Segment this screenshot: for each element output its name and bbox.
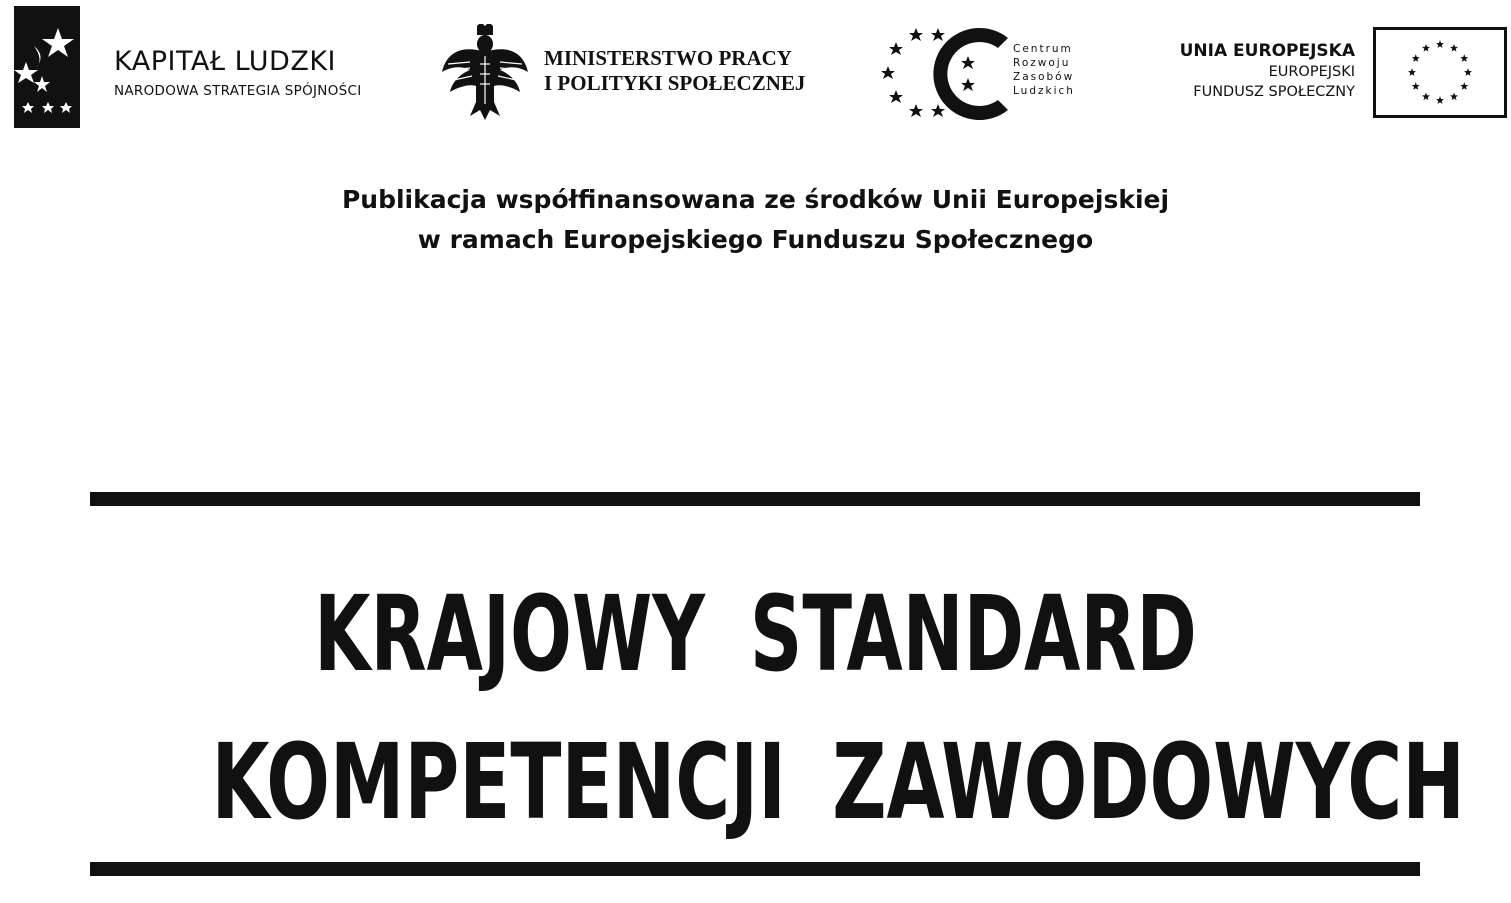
- crzl-line-zasobow: Zasobów: [1013, 71, 1075, 83]
- crzl-line-ludzkich: Ludzkich: [1013, 85, 1075, 97]
- eu-line2: FUNDUSZ SPOŁECZNY: [1193, 84, 1355, 100]
- kapital-ludzki-subtitle: NARODOWA STRATEGIA SPÓJNOŚCI: [114, 83, 362, 99]
- eu-flag-icon: [1373, 27, 1507, 118]
- crzl-name: [1013, 42, 1075, 98]
- kapital-ludzki-title: KAPITAŁ LUDZKI: [114, 46, 336, 77]
- ministry-name-line2: I POLITYKI SPOŁECZNEJ: [544, 71, 806, 95]
- kapital-ludzki-logo-icon: [14, 6, 80, 128]
- title-rule-bottom: [90, 862, 1420, 876]
- crzl-logo-icon: [880, 24, 1020, 124]
- document-title-line1: KRAJOWY STANDARD: [314, 573, 1197, 695]
- document-title: [0, 560, 1511, 856]
- eu-name: [1180, 40, 1355, 102]
- crzl-line-rozwoju: Rozwoju: [1013, 57, 1071, 69]
- ministry-name-line1: MINISTERSTWO PRACY: [544, 46, 792, 70]
- funding-note: [0, 180, 1511, 260]
- funding-note-line1: Publikacja współfinansowana ze środków Unii Europejskiej: [341, 185, 1170, 214]
- crzl-line-centrum: Centrum: [1013, 43, 1073, 55]
- funding-note-line2: w ramach Europejskiego Funduszu Społecznego: [417, 225, 1094, 254]
- polish-eagle-emblem-icon: [440, 24, 530, 120]
- eu-title: UNIA EUROPEJSKA: [1179, 41, 1355, 61]
- eu-line1: EUROPEJSKI: [1268, 64, 1355, 80]
- document-title-line2: KOMPETENCJI ZAWODOWYCH: [211, 721, 1465, 843]
- title-rule-top: [90, 492, 1420, 506]
- ministry-name: [544, 46, 805, 96]
